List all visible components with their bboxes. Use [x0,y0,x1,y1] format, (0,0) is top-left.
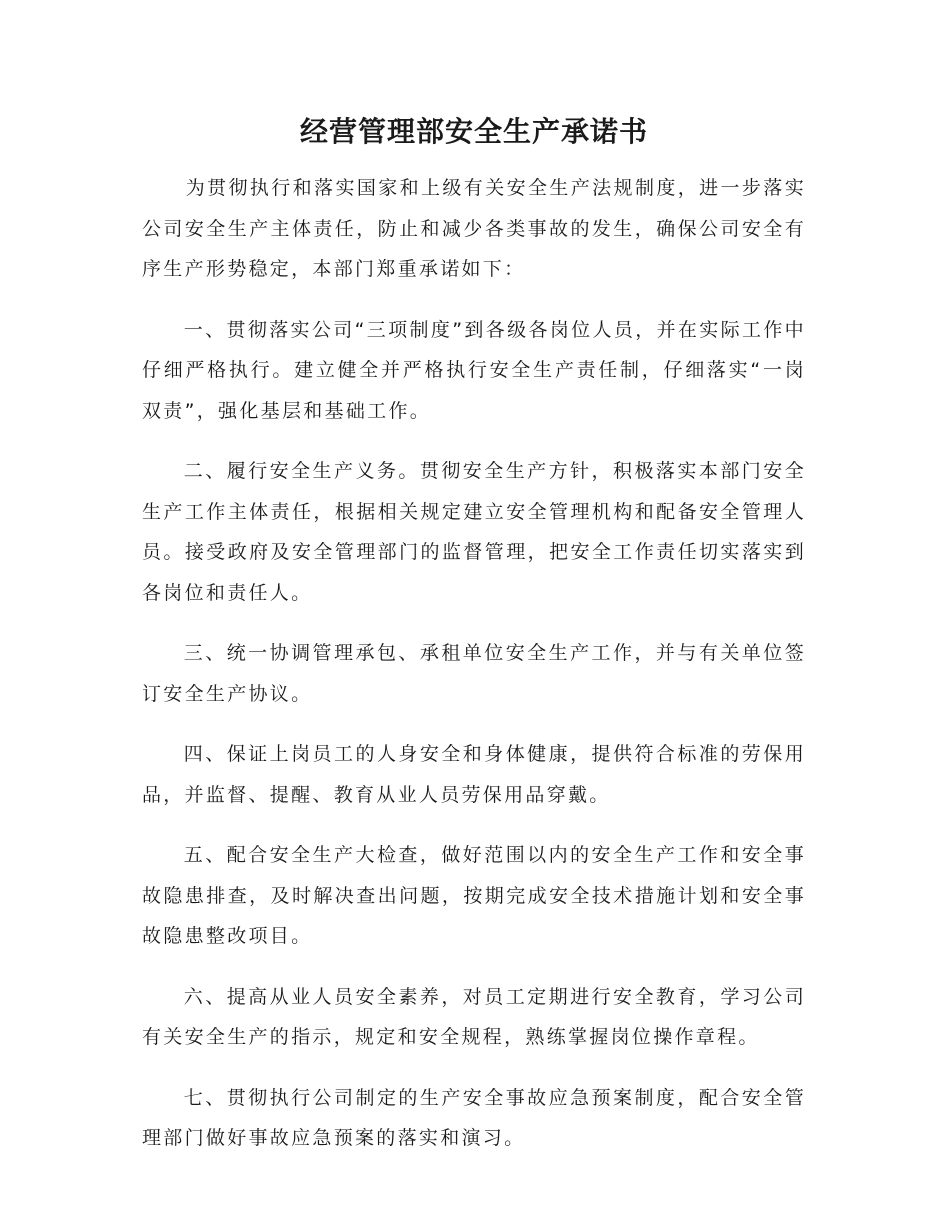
document-title: 经营管理部安全生产承诺书 [299,115,648,148]
document-body [142,112,806,1179]
paragraph-item-6: 六、提高从业人员安全素养，对员工定期进行安全教育，学习公司有关安全生产的指示，规定和安全规程，熟练掌握岗位操作章程。 [142,985,806,1048]
paragraph-item-3: 三、统一协调管理承包、承租单位安全生产工作，并与有关单位签订安全生产协议。 [142,642,806,705]
paragraph-item-4: 四、保证上岗员工的人身安全和身体健康，提供符合标准的劳保用品，并监督、提醒、教育从业人员劳保用品穿戴。 [142,743,806,806]
paragraph-item-5: 五、配合安全生产大检查，做好范围以内的安全生产工作和安全事故隐患排查，及时解决查出问题，按期完成安全技术措施计划和安全事故隐患整改项目。 [142,844,806,947]
paragraph-item-1: 一、贯彻落实公司“三项制度”到各级各岗位人员，并在实际工作中仔细严格执行。建立健全并严格执行安全生产责任制，仔细落实“一岗双责”，强化基层和基础工作。 [142,318,806,422]
paragraph-intro: 为贯彻执行和落实国家和上级有关安全生产法规制度，进一步落实公司安全生产主体责任，防止和减少各类事故的发生，确保公司安全有序生产形势稳定，本部门郑重承诺如下： [142,177,806,280]
paragraph-item-2: 二、履行安全生产义务。贯彻安全生产方针，积极落实本部门安全生产工作主体责任，根据相关规定建立安全管理机构和配备安全管理人员。接受政府及安全管理部门的监督管理，把安全工作责任切实落实到各岗位和责任人。 [142,460,806,604]
paragraph-item-7: 七、贯彻执行公司制定的生产安全事故应急预案制度，配合安全管理部门做好事故应急预案的落实和演习。 [142,1086,806,1149]
